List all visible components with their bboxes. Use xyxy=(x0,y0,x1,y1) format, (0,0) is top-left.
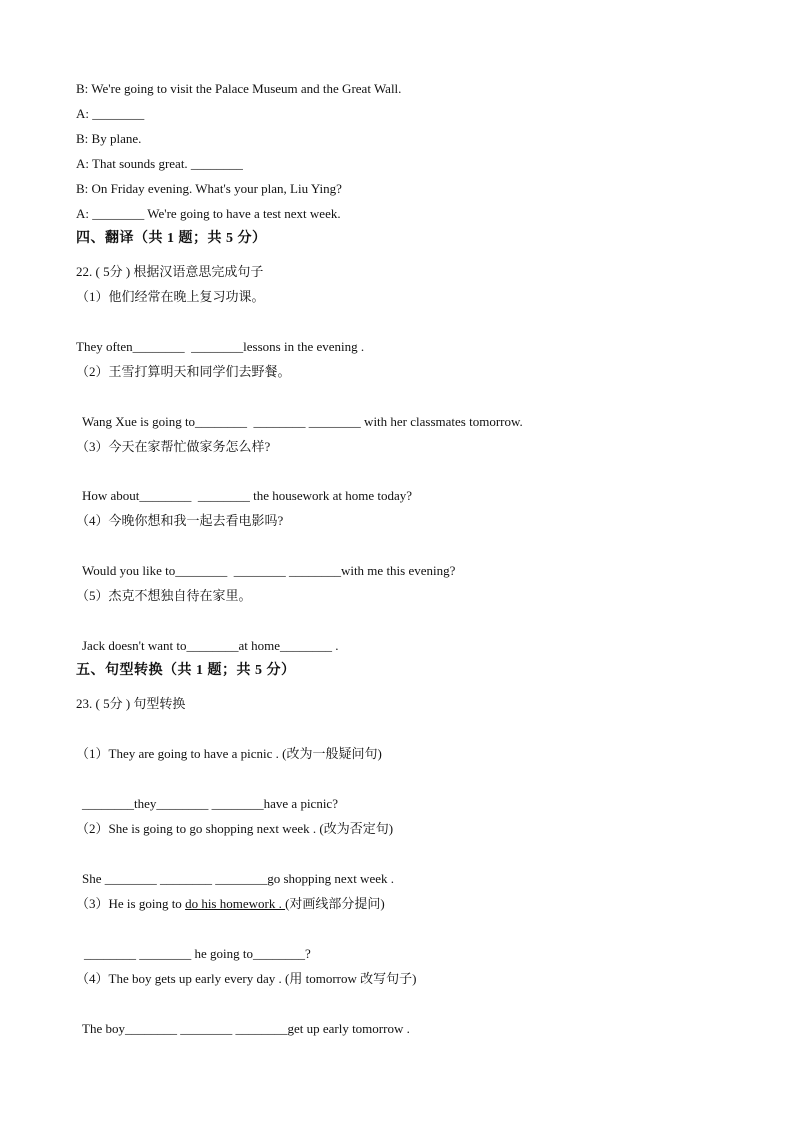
transform-answer-3: ________ ________ he going to________? xyxy=(84,946,311,961)
question-22: 22. ( 5分 ) 根据汉语意思完成句子 xyxy=(76,264,264,279)
translation-answer-4: Would you like to________ ________ ________with me this evening? xyxy=(82,563,456,578)
translation-prompt-3: （3）今天在家帮忙做家务怎么样? xyxy=(76,439,271,454)
dialogue-line-1: B: We're going to visit the Palace Museum and the Great Wall. xyxy=(76,81,402,96)
dialogue-line-3: B: By plane. xyxy=(76,131,142,146)
translation-answer-1: They often________ ________lessons in the evening . xyxy=(76,339,365,354)
transform-prompt-4: （4）The boy gets up early every day . (用 tomorrow 改写句子) xyxy=(76,971,417,986)
translation-prompt-2: （2）王雪打算明天和同学们去野餐。 xyxy=(76,364,291,379)
dialogue-line-4: A: That sounds great. ________ xyxy=(76,156,243,171)
dialogue-line-6: A: ________ We're going to have a test next week. xyxy=(76,206,341,221)
translation-prompt-1: （1）他们经常在晚上复习功课。 xyxy=(76,289,265,304)
transform-prompt-3-underlined: do his homework . xyxy=(185,896,286,911)
translation-prompt-4: （4）今晚你想和我一起去看电影吗? xyxy=(76,513,284,528)
translation-answer-5: Jack doesn't want to________at home________ . xyxy=(82,638,339,653)
transform-prompt-2: （2）She is going to go shopping next week . (改为否定句) xyxy=(76,821,394,836)
transform-answer-4: The boy________ ________ ________get up early tomorrow . xyxy=(82,1021,410,1036)
section-heading-transformation: 五、句型转换（共 1 题；共 5 分） xyxy=(76,663,296,678)
transform-prompt-3-pre: （3）He is going to xyxy=(76,896,186,911)
translation-answer-2: Wang Xue is going to________ ________ ________ with her classmates tomorrow. xyxy=(82,414,523,429)
transform-answer-1: ________they________ ________have a picnic? xyxy=(82,796,338,811)
translation-answer-3: How about________ ________ the housework at home today? xyxy=(82,488,413,503)
translation-prompt-5: （5）杰克不想独自待在家里。 xyxy=(76,588,252,603)
transform-prompt-3 xyxy=(76,896,385,912)
dialogue-line-2: A: ________ xyxy=(76,106,145,121)
dialogue-line-5: B: On Friday evening. What's your plan, Liu Ying? xyxy=(76,181,342,196)
question-23: 23. ( 5分 ) 句型转换 xyxy=(76,696,186,711)
transform-prompt-1: （1）They are going to have a picnic . (改为一般疑问句) xyxy=(76,746,382,761)
transform-answer-2: She ________ ________ ________go shopping next week . xyxy=(82,871,394,886)
transform-prompt-3-post: (对画线部分提问) xyxy=(285,896,385,911)
section-heading-translation: 四、翻译（共 1 题；共 5 分） xyxy=(76,231,267,246)
